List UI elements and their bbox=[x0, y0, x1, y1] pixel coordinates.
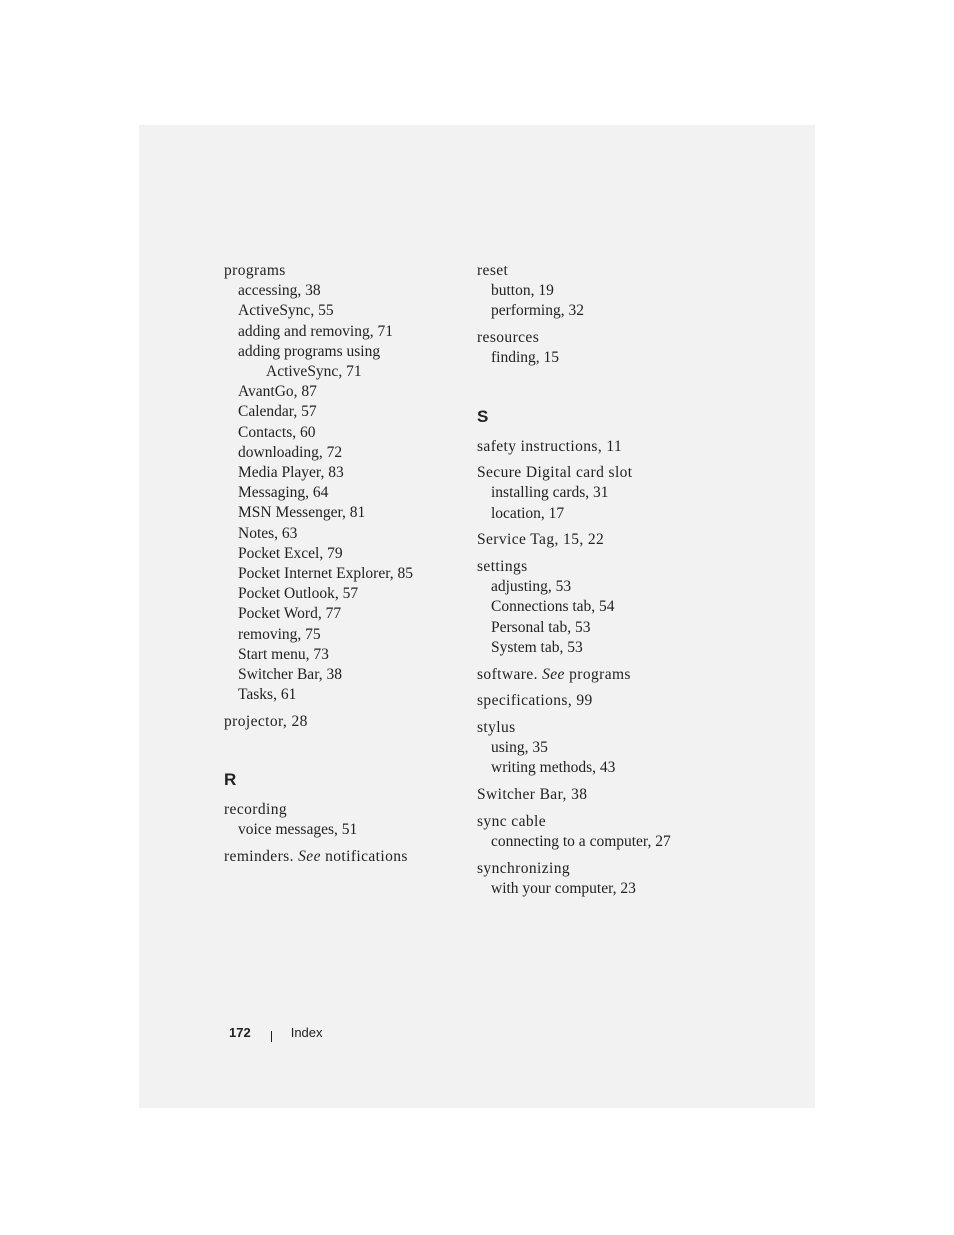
index-main-term: Secure Digital card slot bbox=[477, 464, 633, 482]
index-main-term: stylus bbox=[477, 718, 516, 736]
index-subentry: Pocket Outlook, 57 bbox=[238, 585, 359, 603]
index-subentry: location, 17 bbox=[491, 504, 565, 522]
index-entry bbox=[224, 800, 464, 840]
index-term-target: programs bbox=[564, 665, 631, 683]
index-subentry: voice messages, 51 bbox=[238, 821, 358, 839]
page-number: 172 bbox=[229, 1025, 251, 1040]
index-subentry: with your computer, 23 bbox=[491, 879, 636, 897]
index-subentry: Switcher Bar, 38 bbox=[238, 666, 342, 684]
index-subentry: performing, 32 bbox=[491, 302, 584, 320]
index-entry bbox=[224, 712, 464, 732]
index-main-term: resources bbox=[477, 329, 540, 347]
index-entry bbox=[224, 847, 464, 867]
index-subentry: Notes, 63 bbox=[238, 524, 298, 542]
index-subentry: Pocket Internet Explorer, 85 bbox=[238, 565, 413, 583]
index-subentry: System tab, 53 bbox=[491, 638, 583, 656]
index-subentry: AvantGo, 87 bbox=[238, 383, 317, 401]
index-column-left bbox=[224, 261, 464, 874]
index-subentry: finding, 15 bbox=[491, 349, 560, 367]
index-subentry: installing cards, 31 bbox=[491, 484, 609, 502]
index-entry bbox=[477, 812, 737, 852]
index-subentry: downloading, 72 bbox=[238, 443, 343, 461]
index-subentry: Start menu, 73 bbox=[238, 645, 329, 663]
index-entry bbox=[477, 665, 737, 685]
index-main-term: reset bbox=[477, 262, 509, 279]
index-main-term: synchronizing bbox=[477, 859, 571, 877]
index-main-term: recording bbox=[224, 801, 287, 819]
index-subentry: Personal tab, 53 bbox=[491, 618, 591, 636]
index-subentry: Messaging, 64 bbox=[238, 484, 329, 502]
index-subentry: ActiveSync, 55 bbox=[238, 302, 334, 320]
index-main-term bbox=[477, 665, 737, 685]
index-subentry: Contacts, 60 bbox=[238, 423, 316, 441]
index-entry bbox=[477, 261, 737, 322]
index-column-right bbox=[477, 261, 737, 906]
index-main-term: settings bbox=[477, 558, 528, 576]
index-subentry: using, 35 bbox=[491, 739, 548, 757]
index-main-term bbox=[224, 847, 464, 867]
index-main-term: Switcher Bar, 38 bbox=[477, 786, 588, 804]
section-letter: S bbox=[477, 406, 489, 426]
index-term-text: reminders. bbox=[224, 848, 299, 866]
index-main-term: sync cable bbox=[477, 812, 546, 830]
index-subentry: writing methods, 43 bbox=[491, 759, 616, 777]
index-entry bbox=[477, 328, 737, 368]
index-entry bbox=[477, 691, 737, 711]
page-footer bbox=[229, 1024, 323, 1042]
footer-separator bbox=[271, 1031, 272, 1042]
index-entry bbox=[477, 463, 737, 524]
index-entry bbox=[477, 859, 737, 899]
index-term-text: software. bbox=[477, 665, 543, 683]
index-subentry: Tasks, 61 bbox=[238, 686, 297, 704]
index-entry bbox=[477, 557, 737, 658]
see-reference: See bbox=[298, 848, 321, 866]
index-subentry: ActiveSync, 71 bbox=[266, 363, 362, 381]
index-subentry: button, 19 bbox=[491, 282, 554, 300]
index-subentry: Connections tab, 54 bbox=[491, 598, 615, 616]
index-subentry: Pocket Excel, 79 bbox=[238, 544, 343, 562]
see-reference: See bbox=[542, 665, 565, 683]
index-subentry: removing, 75 bbox=[238, 625, 321, 643]
index-subentry: Pocket Word, 77 bbox=[238, 605, 342, 623]
index-entry bbox=[477, 785, 737, 805]
index-entry bbox=[224, 261, 464, 705]
index-subentry: accessing, 38 bbox=[238, 282, 321, 300]
footer-section-title: Index bbox=[290, 1025, 323, 1040]
section-letter: R bbox=[224, 770, 237, 790]
index-main-term: safety instructions, 11 bbox=[477, 437, 623, 455]
index-main-term: Service Tag, 15, 22 bbox=[477, 531, 605, 549]
index-entry bbox=[477, 530, 737, 550]
index-term-target: notifications bbox=[320, 848, 408, 866]
index-main-term: specifications, 99 bbox=[477, 692, 593, 710]
index-entry bbox=[477, 718, 737, 779]
index-main-term: projector, 28 bbox=[224, 712, 308, 730]
index-subentry: adding and removing, 71 bbox=[238, 322, 393, 340]
index-subentry: Media Player, 83 bbox=[238, 464, 344, 482]
index-entry bbox=[477, 437, 737, 457]
index-subentry: connecting to a computer, 27 bbox=[491, 832, 671, 850]
index-subentry: MSN Messenger, 81 bbox=[238, 504, 366, 522]
index-subentry: adjusting, 53 bbox=[491, 578, 572, 596]
index-main-term: programs bbox=[224, 262, 286, 279]
index-subentry: adding programs using bbox=[238, 342, 381, 360]
index-subentry: Calendar, 57 bbox=[238, 403, 317, 421]
